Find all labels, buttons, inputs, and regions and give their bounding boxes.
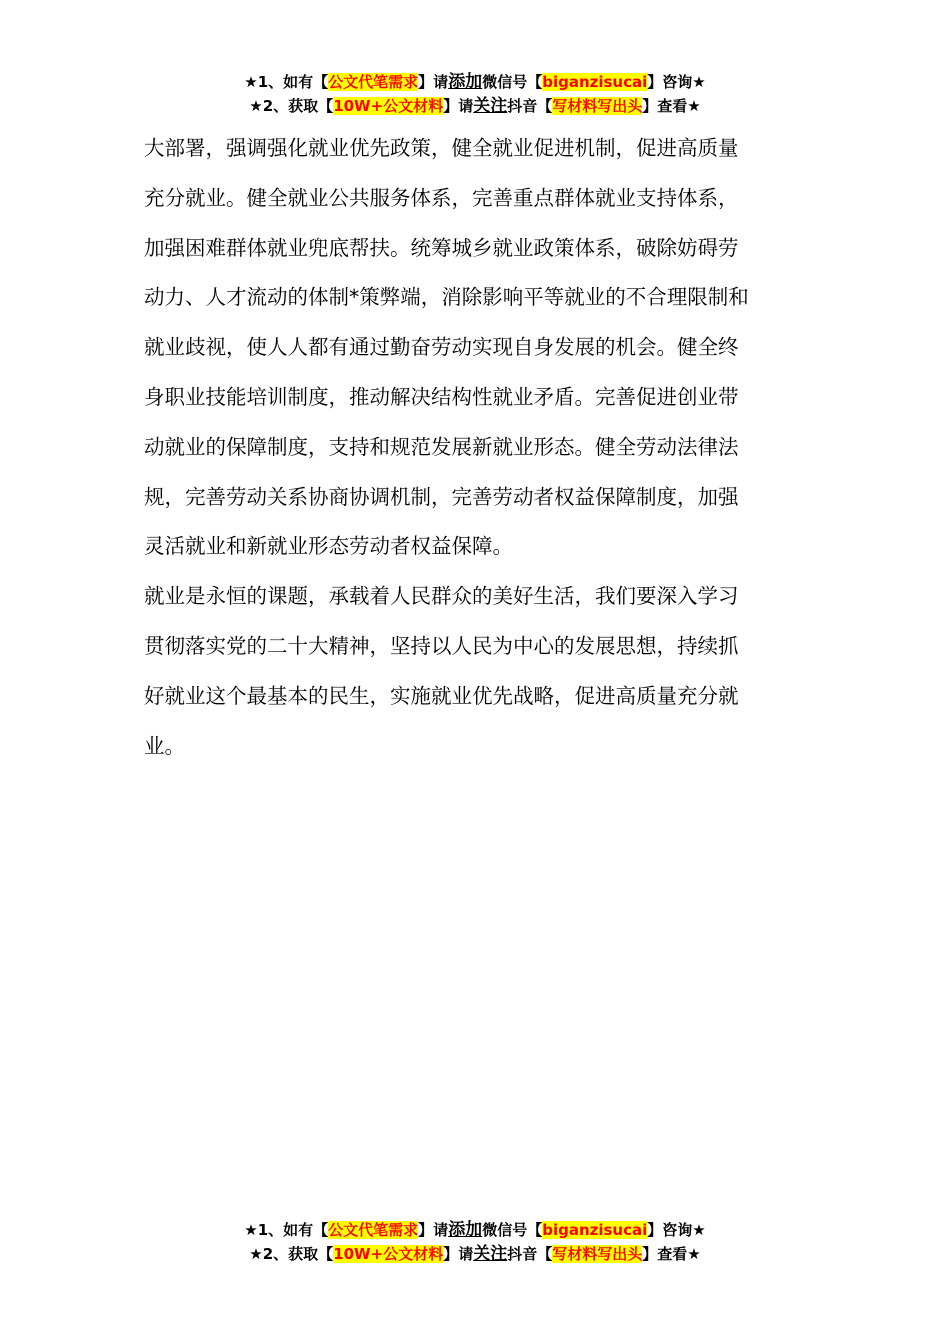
- text-line: 就业是永恒的课题，承载着人民群众的美好生活，我们要深入学习: [144, 584, 739, 609]
- paragraph-2: [144, 572, 814, 771]
- banner-highlight: 写材料写出头: [552, 97, 643, 115]
- banner-underline: 关注: [473, 96, 508, 116]
- document-body: [144, 124, 814, 771]
- banner-text: 】查看★: [642, 1245, 701, 1263]
- text-line: 大部署，强调强化就业优先政策，健全就业促进机制，促进高质量: [144, 136, 739, 160]
- banner-text: ★1、如有【: [244, 1221, 329, 1239]
- banner-underline: 添加: [448, 72, 483, 92]
- banner-text: 微信号【: [482, 73, 543, 91]
- text-line: 就业歧视，使人人都有通过勤奋劳动实现自身发展的机会。健全终: [144, 335, 739, 360]
- banner-text: 】咨询★: [647, 73, 706, 91]
- header-banner: [0, 70, 950, 118]
- banner-line-1: [0, 1218, 950, 1242]
- banner-underline: 添加: [448, 1220, 483, 1240]
- banner-highlight: 10W+公文材料: [333, 97, 444, 115]
- banner-highlight: 公文代笔需求: [328, 1221, 419, 1239]
- banner-highlight: 公文代笔需求: [328, 73, 419, 91]
- text-line: 动就业的保障制度，支持和规范发展新就业形态。健全劳动法律法: [144, 434, 739, 459]
- banner-underline: 关注: [473, 1244, 508, 1264]
- text-line: 业。: [144, 733, 185, 758]
- banner-text: 】查看★: [642, 97, 701, 115]
- paragraph-1: [144, 124, 814, 572]
- banner-line-2: [0, 94, 950, 118]
- banner-text: 抖音【: [507, 1245, 553, 1263]
- banner-text: ★1、如有【: [244, 73, 329, 91]
- text-line: 身职业技能培训制度，推动解决结构性就业矛盾。完善促进创业带: [144, 384, 739, 409]
- banner-text: 微信号【: [482, 1221, 543, 1239]
- footer-banner: [0, 1218, 950, 1266]
- banner-text: 】咨询★: [647, 1221, 706, 1239]
- text-line: 规，完善劳动关系协商协调机制，完善劳动者权益保障制度，加强: [144, 484, 739, 509]
- text-line: 灵活就业和新就业形态劳动者权益保障。: [144, 534, 513, 559]
- banner-highlight: 写材料写出头: [552, 1245, 643, 1263]
- banner-highlight: 10W+公文材料: [333, 1245, 444, 1263]
- text-line: 加强困难群体就业兜底帮扶。统筹城乡就业政策体系，破除妨碍劳: [144, 235, 739, 260]
- text-line: 动力、人才流动的体制*策弊端，消除影响平等就业的不合理限制和: [144, 285, 749, 310]
- text-line: 充分就业。健全就业公共服务体系，完善重点群体就业支持体系，: [144, 185, 739, 210]
- text-line: 好就业这个最基本的民生，实施就业优先战略，促进高质量充分就: [144, 683, 739, 708]
- banner-line-1: [0, 70, 950, 94]
- banner-text: ★2、获取【: [249, 97, 334, 115]
- banner-text: 】请: [418, 73, 449, 91]
- banner-text: ★2、获取【: [249, 1245, 334, 1263]
- banner-text: 】请: [443, 97, 474, 115]
- banner-line-2: [0, 1242, 950, 1266]
- banner-highlight: biganzisucai: [542, 73, 648, 91]
- text-line: 贯彻落实党的二十大精神，坚持以人民为中心的发展思想，持续抓: [144, 633, 739, 658]
- banner-text: 抖音【: [507, 97, 553, 115]
- banner-text: 】请: [418, 1221, 449, 1239]
- banner-text: 】请: [443, 1245, 474, 1263]
- banner-highlight: biganzisucai: [542, 1221, 648, 1239]
